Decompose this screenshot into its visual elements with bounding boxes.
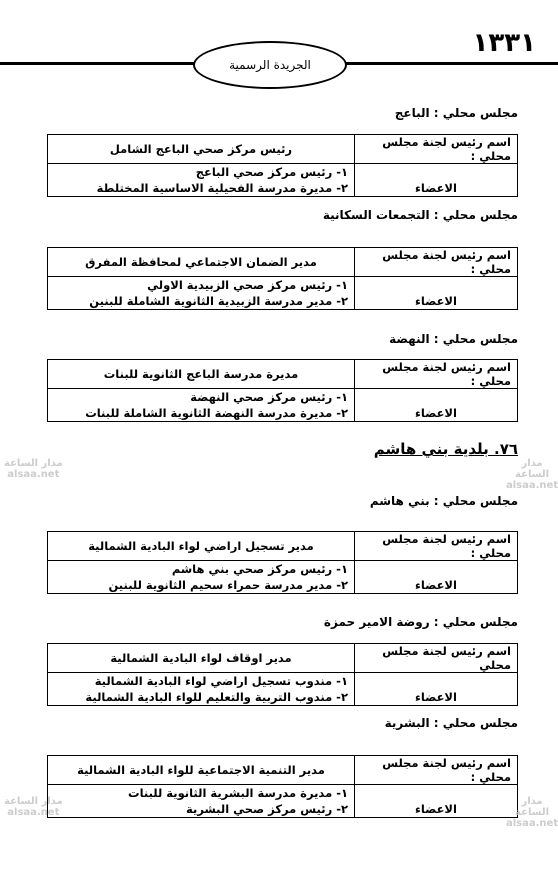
- section-heading: مجلس محلي : بني هاشم: [369, 494, 518, 508]
- chair-value: مدير الضمان الاجتماعي لمحافظة المفرق: [48, 248, 355, 277]
- chair-value: مدير تسجيل اراضي لواء البادية الشمالية: [48, 532, 355, 561]
- members-label: الاعضاء: [355, 785, 518, 818]
- committee-table: [47, 359, 518, 422]
- members-label: الاعضاء: [355, 673, 518, 706]
- municipality-heading: ٧٦. بلدية بني هاشم: [373, 440, 518, 458]
- watermark: [4, 458, 63, 480]
- section-heading: مجلس محلي : البشرية: [384, 716, 518, 730]
- member-item: ١- مندوب تسجيل اراضي لواء البادية الشمالية: [94, 674, 348, 688]
- chair-value: رئيس مركز صحي الباعج الشامل: [48, 135, 355, 164]
- chair-label: اسم رئيس لجنة مجلس محلي :: [355, 756, 518, 785]
- watermark: [506, 458, 558, 491]
- watermark-site: alsaa.net: [7, 807, 60, 818]
- watermark: [506, 796, 558, 829]
- watermark-name: مدار الساعة: [515, 458, 550, 480]
- members-list: [48, 561, 355, 594]
- member-item: ٢- مديرة مدرسة النهضة الثانوية الشاملة للبنات: [85, 406, 348, 420]
- member-item: ٢- مدير مدرسة حمراء سحيم الثانوية للبنين: [108, 578, 348, 592]
- chair-label: اسم رئيس لجنة مجلس محلي :: [355, 360, 518, 389]
- committee-table: [47, 134, 518, 197]
- members-list: [48, 164, 355, 197]
- chair-label: اسم رئيس لجنة مجلس محلي :: [355, 532, 518, 561]
- member-item: ١- رئيس مركز صحي الباعج: [195, 165, 348, 179]
- watermark-site: alsaa.net: [506, 818, 558, 829]
- section-heading: مجلس محلي : التجمعات السكانية: [322, 208, 518, 222]
- members-list: [48, 785, 355, 818]
- member-item: ٢- مديرة مدرسة الفحيلية الاساسية المختلطة: [96, 181, 348, 195]
- chair-label: اسم رئيس لجنة مجلس محلي: [355, 644, 518, 673]
- committee-table: [47, 755, 518, 818]
- committee-table: [47, 247, 518, 310]
- committee-table: [47, 531, 518, 594]
- member-item: ٢- مدير مدرسة الزبيدية الثانوية الشاملة للبنين: [89, 294, 348, 308]
- chair-value: مدير اوقاف لواء البادية الشمالية: [48, 644, 355, 673]
- member-item: ١- رئيس مركز صحي بني هاشم: [171, 562, 348, 576]
- members-label: الاعضاء: [355, 164, 518, 197]
- watermark-name: مدار الساعة: [4, 458, 63, 469]
- chair-label: اسم رئيس لجنة مجلس محلي :: [355, 135, 518, 164]
- members-list: [48, 673, 355, 706]
- watermark-site: alsaa.net: [7, 469, 60, 480]
- member-item: ١- رئيس مركز صحي الزبيدية الاولي: [147, 278, 348, 292]
- members-label: الاعضاء: [355, 561, 518, 594]
- member-item: ٢- رئيس مركز صحي البشرية: [186, 802, 348, 816]
- watermark-name: مدار الساعة: [4, 796, 63, 807]
- chair-label: اسم رئيس لجنة مجلس محلي :: [355, 248, 518, 277]
- member-item: ١- رئيس مركز صحي النهضة: [190, 390, 348, 404]
- watermark: [4, 796, 63, 818]
- members-list: [48, 389, 355, 422]
- members-label: الاعضاء: [355, 277, 518, 310]
- section-heading: مجلس محلي : النهضة: [389, 332, 518, 346]
- members-label: الاعضاء: [355, 389, 518, 422]
- gazette-title: الجريدة الرسمية: [193, 41, 347, 89]
- section-heading: مجلس محلي : روضة الامير حمزة: [323, 615, 518, 629]
- members-list: [48, 277, 355, 310]
- chair-value: مديرة مدرسة الباعج الثانوية للبنات: [48, 360, 355, 389]
- member-item: ١- مديرة مدرسة البشرية الثانوية للبنات: [128, 786, 348, 800]
- committee-table: [47, 643, 518, 706]
- member-item: ٢- مندوب التربية والتعليم للواء البادية الشمالية: [85, 690, 348, 704]
- section-heading: مجلس محلي : الباعج: [394, 106, 518, 120]
- page-number: ١٣٣١: [472, 28, 536, 58]
- watermark-name: مدار الساعة: [515, 796, 550, 818]
- chair-value: مدير التنمية الاجتماعية للواء البادية الشمالية: [48, 756, 355, 785]
- watermark-site: alsaa.net: [506, 480, 558, 491]
